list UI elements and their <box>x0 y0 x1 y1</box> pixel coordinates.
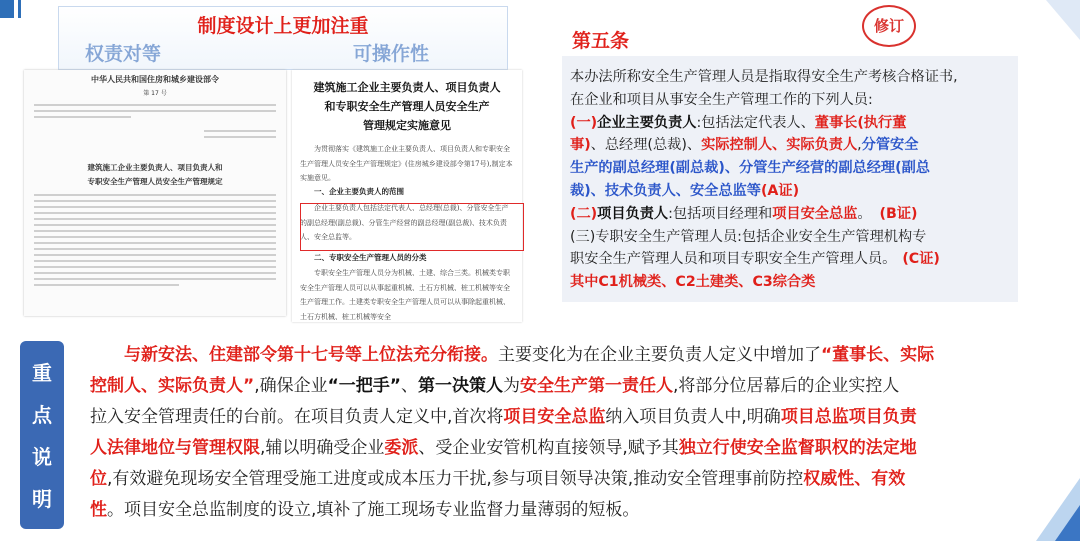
corner-decoration-bottom-right-dark <box>1055 505 1080 541</box>
article-line: (三)专职安全生产管理人员:包括企业安全生产管理机构专 <box>570 228 927 245</box>
article-text-span: :包括项目经理和 <box>668 205 773 222</box>
notes-text: ,将部分位居幕后的企业实控人 <box>672 376 900 396</box>
notes-text: ,确保企业 <box>254 376 328 396</box>
article-line <box>570 134 1016 157</box>
doc-number: 第 17 号 <box>143 90 167 97</box>
notes-text: 主要变化为在企业主要负责人定义中增加了 <box>498 345 821 365</box>
doc2-title-line3: 管理规定实施意见 <box>363 119 451 132</box>
article-line <box>570 112 1016 135</box>
notes-line <box>90 464 1020 495</box>
banner-left-keyword: 权责对等 <box>85 43 162 65</box>
corner-decoration-line <box>18 0 21 18</box>
notes-highlight: 与新安法、住建部令第十七号等上位法充分衔接。 <box>124 345 498 365</box>
article-item-number: (一) <box>570 114 598 131</box>
article-line <box>570 248 1016 271</box>
article-line: 其中C1机械类、C2土建类、C3综合类 <box>570 274 816 291</box>
side-label-char: 点 <box>32 403 52 427</box>
article-line: 生产的副总经理(副总裁)、分管生产经营的副总经理(副总 <box>570 160 930 177</box>
doc2-tail: 专职安全生产管理人员分为机械、土建、综合三类。机械类专职安全生产管理人员可以从事起重机械、土石方机械、桩工机械等安全生产管理工作。土建类专职安全生产管理人员可以从事除起重机械、土石方机械、桩工机械等安全 <box>300 269 510 321</box>
certificate-a-label: (A证) <box>760 182 800 199</box>
notes-text: 、 <box>400 376 418 396</box>
notes-line <box>90 340 1020 371</box>
notes-text: 拉入安全管理责任的台前。在项目负责人定义中,首次将 <box>90 407 504 427</box>
notes-highlight: 位 <box>90 469 107 489</box>
article-item-number: (二) <box>570 205 598 222</box>
notes-highlight: 项目安全总监 <box>503 407 606 427</box>
article-text <box>570 66 1016 294</box>
notes-text: 为 <box>502 376 520 396</box>
notes-text: 纳入项目负责人中,明确 <box>605 407 781 427</box>
doc-body-lines <box>34 194 276 290</box>
doc-title-line1: 建筑施工企业主要负责人、项目负责人和 <box>87 163 223 172</box>
doc2-title-line2: 和专职安全生产管理人员安全生产 <box>324 100 490 113</box>
article-highlight: 事) <box>570 137 591 154</box>
article-text-span: 职安全生产管理人员和项目专职安全生产管理人员。 <box>570 251 897 268</box>
notes-text: ,有效避免现场安全管理受施工进度或成本压力干扰,参与项目领导决策,推动安全管理事前防控 <box>107 469 804 489</box>
revision-badge: 修订 <box>862 5 916 47</box>
notes-highlight: 安全生产第一责任人 <box>519 376 673 396</box>
banner-title: 制度设计上更加注重 <box>197 15 369 37</box>
side-label-char: 重 <box>32 361 52 385</box>
ministry-order-document <box>24 70 286 316</box>
doc2-title-line1: 建筑施工企业主要负责人、项目负责人 <box>313 81 501 94</box>
notes-line <box>90 371 1020 402</box>
doc-header: 中华人民共和国住房和城乡建设部令 <box>91 75 219 84</box>
notes-highlight: 控制人、实际负责人” <box>90 376 255 396</box>
article-term: 企业主要负责人 <box>597 114 697 131</box>
notes-highlight: 人法律地位与管理权限 <box>90 438 260 458</box>
notes-line <box>90 433 1020 464</box>
notes-highlight: 权威性、有效 <box>803 469 906 489</box>
certificate-b-label: (B证) <box>879 205 918 222</box>
side-label-char: 说 <box>32 445 52 469</box>
notes-bold: 第一决策人 <box>417 376 503 396</box>
corner-decoration <box>0 0 14 18</box>
notes-highlight: 项目总监项目负责 <box>780 407 917 427</box>
certificate-c-label: (C证) <box>902 251 940 268</box>
highlight-box <box>300 203 524 251</box>
article-text-span: , <box>857 137 862 154</box>
doc-text-block <box>34 104 276 122</box>
notes-highlight: “董事长、实际 <box>821 345 935 365</box>
article-highlight: 实际控制人、实际负责人 <box>701 137 858 154</box>
article-line <box>570 203 1016 226</box>
key-notes-label <box>20 341 64 529</box>
notes-line <box>90 495 1020 526</box>
doc2-section1: 一、企业主要负责人的范围 <box>314 187 404 196</box>
article-text-span: :包括法定代表人、 <box>696 114 815 131</box>
article-term: 项目负责人 <box>597 205 669 222</box>
notes-text: 、受企业安管机构直接领导,赋予其 <box>418 438 679 458</box>
implementation-opinion-document <box>292 70 522 322</box>
doc-title-line2: 专职安全生产管理人员安全生产管理规定 <box>87 177 223 186</box>
corner-decoration-top-right <box>1046 0 1080 40</box>
doc2-intro: 为贯彻落实《建筑施工企业主要负责人、项目负责人和专职安全生产管理人员安全生产管理规定》(住房城乡建设部令第17号),制定本实施意见。 <box>300 145 513 182</box>
article-blue-highlight: 分管安全 <box>861 137 919 154</box>
article-line: 在企业和项目从事安全生产管理工作的下列人员: <box>570 91 873 108</box>
article-highlight: 项目安全总监 <box>772 205 858 222</box>
notes-line <box>90 402 1020 433</box>
article-line: 本办法所称安全生产管理人员是指取得安全生产考核合格证书, <box>570 69 958 85</box>
doc-signature-lines <box>204 130 276 142</box>
article-line <box>570 180 1016 203</box>
notes-highlight: 独立行使安全监督职权的法定地 <box>678 438 917 458</box>
banner-right-keyword: 可操作性 <box>353 43 430 65</box>
article-text-span: 。 <box>857 205 872 222</box>
notes-bold: “一把手” <box>327 376 401 396</box>
headline-banner <box>58 6 508 70</box>
notes-highlight: 性 <box>90 500 107 520</box>
notes-text: ,辅以明确受企业 <box>260 438 385 458</box>
side-label-char: 明 <box>32 487 52 511</box>
key-notes-text <box>90 340 1020 526</box>
article-title: 第五条 <box>572 30 630 52</box>
notes-highlight: 委派 <box>384 438 419 458</box>
article-text-span: 、总经理(总裁)、 <box>590 137 702 154</box>
doc2-section2: 二、专职安全生产管理人员的分类 <box>314 253 427 262</box>
doc2-boxed-text: 企业主要负责人包括法定代表人、总经理(总裁)、分管安全生产的副总经理(副总裁)、分管生产经营的副总经理(副总裁)、技术负责人、安全总监等。 <box>300 204 509 241</box>
article-blue-highlight: 裁)、技术负责人、安全总监等 <box>570 182 761 199</box>
notes-text: 。项目安全总监制度的设立,填补了施工现场专业监督力量薄弱的短板。 <box>107 500 640 520</box>
article-highlight: 董事长(执行董 <box>814 114 907 131</box>
